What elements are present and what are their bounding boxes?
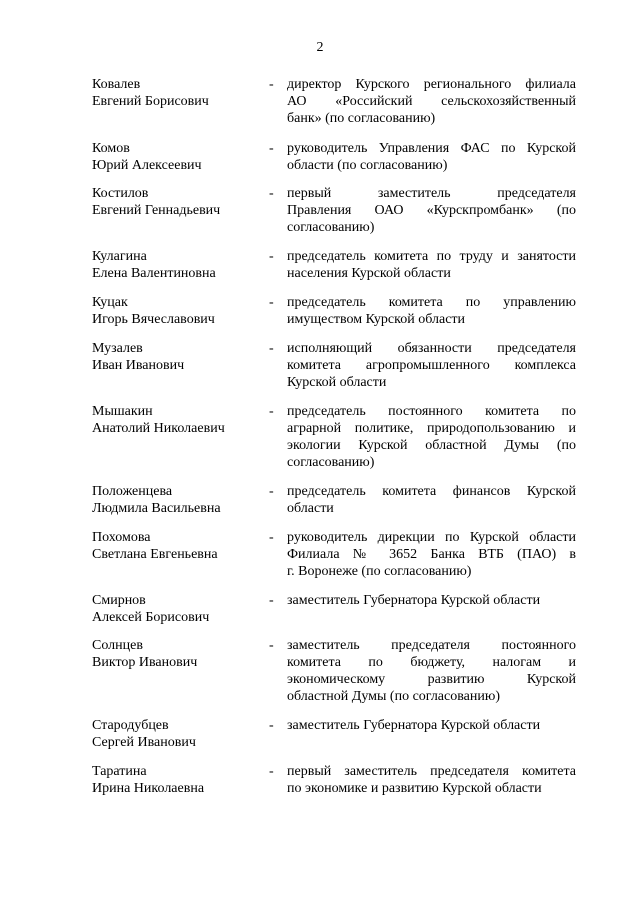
description-line: комитета агропромышленного комплекса — [287, 358, 576, 373]
separator-dash: - — [269, 484, 274, 499]
person-name — [92, 140, 262, 174]
separator-dash: - — [269, 249, 274, 264]
given-names: Людмила Васильевна — [92, 501, 221, 516]
description-line: заместитель Губернатора Курской области — [287, 593, 541, 608]
person-name — [92, 403, 262, 437]
position-description — [287, 592, 576, 609]
separator-dash: - — [269, 341, 274, 356]
given-names: Светлана Евгеньевна — [92, 547, 218, 562]
description-line: согласованию) — [287, 455, 375, 470]
surname: Костилов — [92, 186, 149, 201]
given-names: Игорь Вячеславович — [92, 312, 215, 327]
position-description — [287, 717, 576, 734]
description-line: председатель комитета по управлению — [287, 295, 576, 310]
separator-dash: - — [269, 295, 274, 310]
description-line: первый заместитель председателя комитета — [287, 764, 576, 779]
separator-dash: - — [269, 638, 274, 653]
description-line: заместитель председателя постоянного — [287, 638, 576, 653]
surname: Похомова — [92, 530, 151, 545]
description-line: г. Воронеже (по согласованию) — [287, 564, 472, 579]
person-name — [92, 76, 262, 110]
position-description — [287, 340, 576, 391]
position-description — [287, 140, 576, 174]
description-line: председатель постоянного комитета по — [287, 404, 576, 419]
surname: Куцак — [92, 295, 128, 310]
separator-dash: - — [269, 718, 274, 733]
description-line: Филиала № 3652 Банка ВТБ (ПАО) в — [287, 547, 576, 562]
surname: Таратина — [92, 764, 147, 779]
description-line: комитета по бюджету, налогам и — [287, 655, 576, 670]
separator-dash: - — [269, 186, 274, 201]
surname: Кулагина — [92, 249, 147, 264]
separator-dash: - — [269, 77, 274, 92]
description-line: Курской области — [287, 375, 387, 390]
given-names: Юрий Алексеевич — [92, 158, 202, 173]
surname: Мышакин — [92, 404, 153, 419]
description-line: аграрной политике, природопользованию и — [287, 421, 576, 436]
position-description — [287, 763, 576, 797]
separator-dash: - — [269, 764, 274, 779]
given-names: Ирина Николаевна — [92, 781, 205, 796]
given-names: Алексей Борисович — [92, 610, 210, 625]
position-description — [287, 185, 576, 236]
description-line: имуществом Курской области — [287, 312, 466, 327]
position-description — [287, 529, 576, 580]
description-line: экономическому развитию Курской — [287, 672, 576, 687]
page-number: 2 — [316, 40, 324, 55]
surname: Смирнов — [92, 593, 146, 608]
given-names: Анатолий Николаевич — [92, 421, 225, 436]
description-line: по экономике и развитию Курской области — [287, 781, 542, 796]
description-line: директор Курского регионального филиала — [287, 77, 576, 92]
description-line: председатель комитета финансов Курской — [287, 484, 576, 499]
person-name — [92, 248, 262, 282]
person-name — [92, 637, 262, 671]
description-line: руководитель Управления ФАС по Курской — [287, 141, 576, 156]
given-names: Елена Валентиновна — [92, 266, 216, 281]
surname: Ковалев — [92, 77, 141, 92]
person-name — [92, 763, 262, 797]
surname: Положенцева — [92, 484, 173, 499]
position-description — [287, 403, 576, 471]
given-names: Виктор Иванович — [92, 655, 198, 670]
description-line: АО «Российский сельскохозяйственный — [287, 94, 576, 109]
description-line: населения Курской области — [287, 266, 451, 281]
given-names: Иван Иванович — [92, 358, 185, 373]
description-line: первый заместитель председателя — [287, 186, 576, 201]
description-line: председатель комитета по труду и занятости — [287, 249, 576, 264]
description-line: области (по согласованию) — [287, 158, 448, 173]
position-description — [287, 483, 576, 517]
position-description — [287, 637, 576, 705]
surname: Стародубцев — [92, 718, 169, 733]
description-line: банк» (по согласованию) — [287, 111, 436, 126]
description-line: области — [287, 501, 334, 516]
separator-dash: - — [269, 404, 274, 419]
person-name — [92, 294, 262, 328]
description-line: согласованию) — [287, 220, 375, 235]
position-description — [287, 294, 576, 328]
separator-dash: - — [269, 530, 274, 545]
surname: Музалев — [92, 341, 143, 356]
position-description — [287, 76, 576, 127]
description-line: Правления ОАО «Курскпромбанк» (по — [287, 203, 576, 218]
description-line: заместитель Губернатора Курской области — [287, 718, 541, 733]
description-line: исполняющий обязанности председателя — [287, 341, 576, 356]
given-names: Евгений Борисович — [92, 94, 209, 109]
given-names: Сергей Иванович — [92, 735, 196, 750]
person-name — [92, 592, 262, 626]
surname: Солнцев — [92, 638, 143, 653]
position-description — [287, 248, 576, 282]
person-name — [92, 340, 262, 374]
person-name — [92, 717, 262, 751]
description-line: руководитель дирекции по Курской области — [287, 530, 576, 545]
description-line: экологии Курской областной Думы (по — [287, 438, 576, 453]
surname: Комов — [92, 141, 130, 156]
separator-dash: - — [269, 593, 274, 608]
person-name — [92, 529, 262, 563]
person-name — [92, 483, 262, 517]
separator-dash: - — [269, 141, 274, 156]
description-line: областной Думы (по согласованию) — [287, 689, 500, 704]
person-name — [92, 185, 262, 219]
given-names: Евгений Геннадьевич — [92, 203, 221, 218]
